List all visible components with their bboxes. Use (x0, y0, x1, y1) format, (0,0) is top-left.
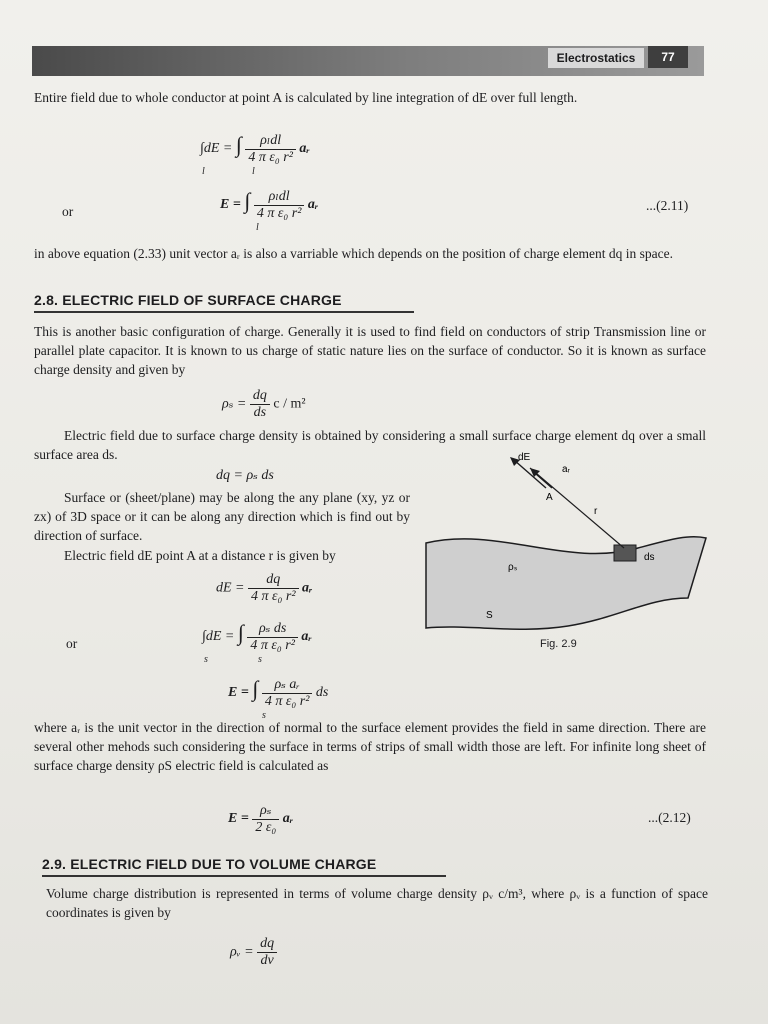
integral-sign: ∫ (252, 676, 259, 702)
eq1-lhs: ∫dE = (200, 141, 233, 157)
eq7-limit: s (262, 710, 266, 721)
eq9-denominator: dv (260, 953, 274, 968)
eq1-denominator: 4 π ε₀ r² (248, 150, 293, 165)
eq6-fraction (247, 620, 298, 654)
equation-number-2-11: ...(2.11) (646, 198, 689, 213)
label-ar: aᵣ (562, 464, 570, 475)
eq9-numerator: dq (257, 936, 277, 953)
eq8-denominator: 2 ε₀ (255, 820, 277, 835)
paragraph-infinite-sheet: where aᵣ is the unit vector in the direction of normal to the surface element provides the field in same direction. There are several other mehods such considering the surface in terms of strips of small width those are left. For infinite long sheet of surface charge density ρS electric field is calculated as (34, 720, 706, 773)
eq5-numerator: dq (248, 572, 299, 589)
eq3-numerator: dq (250, 388, 270, 405)
eq3-lhs: ρₛ = (222, 396, 247, 412)
eq8-numerator: ρₛ (252, 802, 279, 820)
figure-surface-charge (418, 448, 714, 658)
eq1-numerator: ρₗdl (245, 132, 296, 150)
section-heading-2-9: 2.9. ELECTRIC FIELD DUE TO VOLUME CHARGE (42, 856, 377, 872)
paragraph-volume-charge: Volume charge distribution is represented in terms of volume charge density ρᵥ c/m³, where ρᵥ is a function of space coordinates is given by (46, 886, 708, 920)
heading-underline (34, 311, 414, 313)
label-A: A (546, 492, 553, 503)
eq6-limit-right: s (258, 654, 262, 665)
or-label: or (62, 204, 74, 219)
eq7-ds: ds (315, 685, 329, 701)
eq6-limit-left: s (204, 654, 208, 665)
eq2-fraction (254, 188, 305, 222)
eq6-numerator: ρₛ ds (247, 620, 298, 638)
eq7-lhs: E = (228, 685, 249, 701)
equation-field-surface (228, 676, 328, 710)
eq3-units: c / m² (273, 396, 306, 412)
or-label: or (66, 636, 78, 651)
equation-dq: dq = ρₛ ds (216, 468, 274, 483)
integral-sign: ∫ (235, 132, 242, 158)
eq5-unit-vector: aᵣ (302, 580, 313, 596)
eq8-lhs: E = (228, 811, 249, 827)
equation-dE (216, 572, 312, 605)
eq7-denominator: 4 π ε₀ r² (264, 694, 310, 709)
eq3-fraction (250, 388, 270, 421)
eq5-denominator: 4 π ε₀ r² (251, 589, 296, 604)
label-ds: ds (644, 552, 655, 563)
eq5-fraction (248, 572, 299, 605)
eq1-unit-vector: aᵣ (299, 141, 310, 157)
surface-element-ds (614, 545, 636, 561)
equation-integral-surface (202, 620, 312, 654)
eq8-fraction (252, 802, 279, 836)
eq3-denominator: ds (253, 405, 267, 420)
figure-caption: Fig. 2.9 (540, 638, 577, 650)
label-r: r (594, 506, 598, 517)
paragraph-field-at-A: Electric field dE point A at a distance r is given by (64, 548, 336, 563)
page-number: 77 (648, 46, 688, 68)
equation-number-2-12: ...(2.12) (648, 810, 691, 825)
eq7-fraction (262, 676, 313, 710)
eq2-unit-vector: aᵣ (307, 197, 319, 213)
eq2-limit: l (256, 222, 259, 233)
eq1-fraction (245, 132, 296, 166)
eq1-limit-left: l (202, 166, 205, 177)
eq9-lhs: ρᵥ = (230, 944, 254, 960)
paragraph-surface-plane: Surface or (sheet/plane) may be along the any plane (xy, yz or zx) of 3D space or it can be along any direction which is find out by direction of surface. (34, 490, 410, 543)
equation-surface-density (222, 388, 306, 421)
eq2-denominator: 4 π ε₀ r² (256, 206, 302, 221)
label-S: S (486, 610, 493, 621)
paragraph-line-integration: Entire field due to whole conductor at point A is calculated by line integration of dE over full length. (34, 90, 578, 105)
equation-volume-density (230, 936, 277, 969)
distance-line-r (530, 468, 624, 548)
paragraph-unit-vector: in above equation (2.33) unit vector aᵣ is also a varriable which depends on the position of charge element dq in space. (34, 246, 674, 261)
eq9-fraction (257, 936, 277, 969)
label-dE: dE (518, 452, 531, 463)
eq6-unit-vector: aᵣ (301, 629, 312, 645)
integral-sign: ∫ (244, 188, 251, 214)
eq8-unit-vector: aᵣ (282, 811, 293, 827)
charged-surface (426, 537, 706, 629)
paragraph-surface-element: Electric field due to surface charge density is obtained by considering a small surface charge element dq over a small surface area ds. (34, 428, 706, 462)
equation-infinite-sheet (228, 802, 293, 836)
eq6-denominator: 4 π ε₀ r² (250, 638, 295, 653)
section-heading-2-8: 2.8. ELECTRIC FIELD OF SURFACE CHARGE (34, 292, 342, 308)
eq5-lhs: dE = (216, 580, 245, 596)
label-rho-s: ρₛ (508, 562, 518, 573)
eq2-numerator: ρₗdl (254, 188, 305, 206)
chapter-title: Electrostatics (548, 48, 644, 68)
eq2-lhs: E = (220, 197, 241, 213)
paragraph-surface-config: This is another basic configuration of charge. Generally it is used to find field on conductors of strip Transmission line or parallel plate capacitor. It is known to us charge of static nature lies on the surface of conductor. So it is known as surface charge density and given by (34, 324, 706, 377)
heading-underline (42, 875, 446, 877)
eq7-numerator: ρₛ aᵣ (262, 676, 313, 694)
eq1-limit-right: l (252, 166, 255, 177)
dE-arrow (514, 460, 546, 488)
eq6-lhs: ∫dE = (202, 629, 235, 645)
equation-field-line (220, 188, 318, 222)
equation-integral-dE (200, 132, 310, 166)
integral-sign: ∫ (237, 620, 244, 646)
